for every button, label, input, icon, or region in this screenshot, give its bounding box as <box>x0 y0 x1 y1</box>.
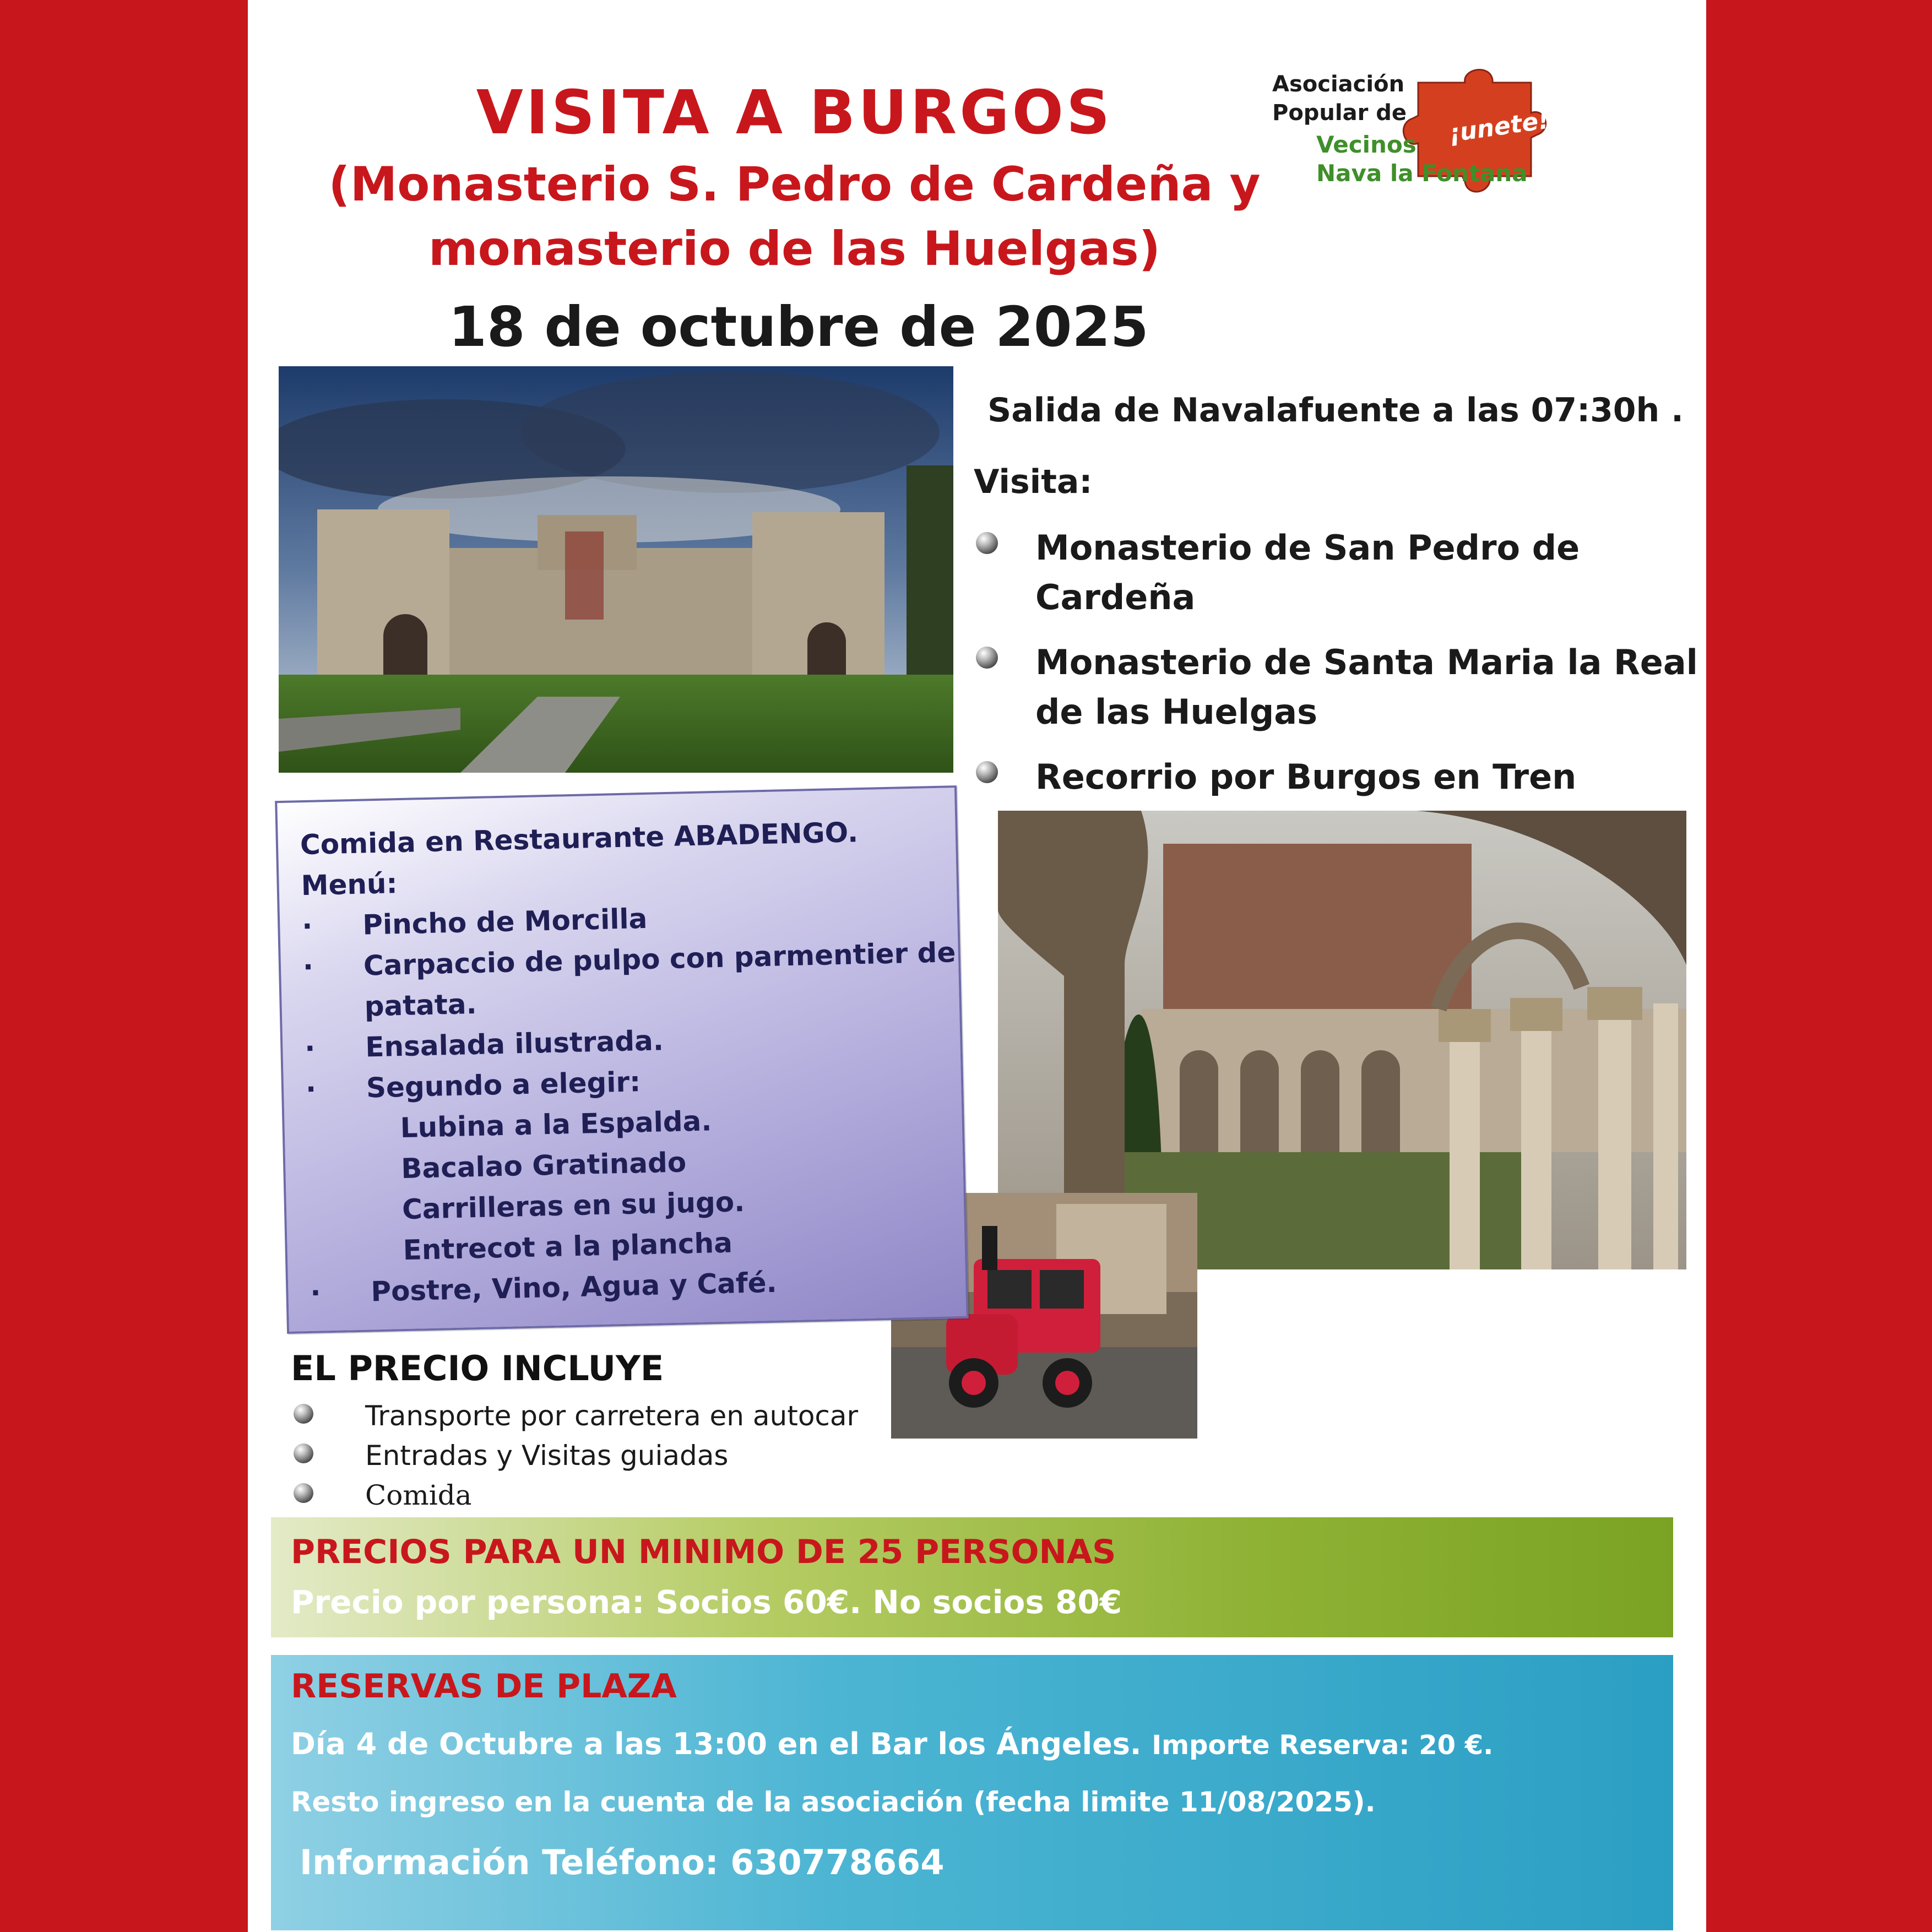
main-course-option: Bacalao Gratinado <box>400 1146 687 1185</box>
bullet-icon <box>976 532 998 554</box>
main-course-option: Lubina a la Espalda. <box>400 1105 712 1144</box>
menu-box <box>275 785 969 1334</box>
bullet-icon <box>294 1483 313 1503</box>
subtitle-line-2: monasterio de las Huelgas) <box>428 221 1161 276</box>
pricing-heading: PRECIOS PARA UN MINIMO DE 25 PERSONAS <box>291 1533 1116 1571</box>
main-course-option: Entrecot a la plancha <box>403 1227 733 1267</box>
restaurant-name: Comida en Restaurante ABADENGO. <box>300 816 859 861</box>
reservations-heading: RESERVAS DE PLAZA <box>291 1667 677 1706</box>
reservation-date-line: Día 4 de Octubre a las 13:00 en el Bar los Ángeles. Importe Reserva: 20 €. <box>291 1727 1494 1761</box>
association-logo <box>1272 61 1608 226</box>
bullet-icon <box>976 647 998 669</box>
menu-item: · Segundo a elegir: <box>305 1066 641 1106</box>
bullet-icon <box>976 761 998 783</box>
page-title: VISITA A BURGOS <box>476 77 1113 148</box>
reservations-band <box>271 1655 1673 1930</box>
includes-title: EL PRECIO INCLUYE <box>291 1348 664 1388</box>
includes-list <box>291 1396 952 1515</box>
flyer-sheet <box>248 0 1706 1932</box>
monastery-cardena-photo <box>279 366 953 773</box>
list-item: Comida <box>291 1475 952 1515</box>
logo-line-2: Popular de <box>1272 100 1407 126</box>
phone-line: Información Teléfono: 630778664 <box>300 1842 945 1882</box>
menu-item: · Pincho de Morcilla <box>301 902 648 943</box>
payment-line: Resto ingreso en la cuenta de la asociación (fecha limite 11/08/2025). <box>291 1786 1376 1818</box>
menu-item: · Postre, Vino, Agua y Café. <box>310 1266 778 1309</box>
pricing-band <box>271 1517 1673 1637</box>
bullet-icon <box>294 1404 313 1424</box>
departure-info: Salida de Navalafuente a las 07:30h . <box>987 391 1684 430</box>
logo-puzzle-text: ¡unete! <box>1447 106 1551 148</box>
menu-label: Menú: <box>301 867 398 902</box>
menu-item: · Carpaccio de pulpo con parmentier de patata. <box>302 936 956 1023</box>
menu-item: · Ensalada ilustrada. <box>304 1024 664 1065</box>
price-line: Precio por persona: Socios 60€. No socios 80€ <box>291 1583 1122 1621</box>
event-date: 18 de octubre de 2025 <box>448 295 1149 359</box>
main-course-option: Carrilleras en su jugo. <box>401 1186 745 1226</box>
list-item: Transporte por carretera en autocar <box>291 1396 952 1436</box>
logo-line-3: Vecinos <box>1316 131 1417 158</box>
bullet-icon <box>294 1443 313 1463</box>
list-item: Entradas y Visitas guiadas <box>291 1436 952 1475</box>
logo-line-1: Asociación <box>1272 72 1405 97</box>
visit-label: Visita: <box>974 463 1093 501</box>
subtitle-line-1: (Monasterio S. Pedro de Cardeña y <box>328 157 1261 212</box>
list-item: Recorrio por Burgos en Tren <box>969 752 1702 851</box>
list-item: Monasterio de San Pedro de Cardeña <box>969 523 1702 622</box>
list-item: Monasterio de Santa Maria la Real de las Huelgas <box>969 638 1702 737</box>
logo-line-4: Nava la Fontana <box>1316 160 1528 187</box>
